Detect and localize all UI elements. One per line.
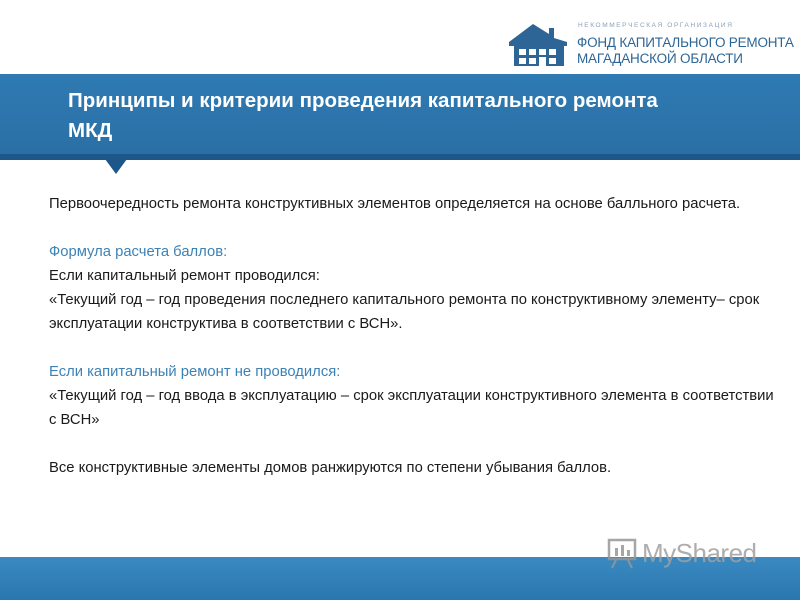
watermark [606,533,757,573]
case2-formula: «Текущий год – год ввода в эксплуатацию – срок эксплуатации конструктивного элемента в соответствии с ВСН» [49,388,774,428]
conclusion-text: Все конструктивные элементы домов ранжируются по степени убывания баллов. [49,460,612,476]
logo-caption: НЕКОММЕРЧЕСКАЯ ОРГАНИЗАЦИЯ [578,22,734,29]
formula-heading: Формула расчета баллов: [49,244,228,260]
case1-label: Если капитальный ремонт проводился: [49,268,320,284]
banner-pointer [105,159,127,174]
slide-body [49,192,779,480]
house-logo-icon [507,18,573,68]
watermark-text: MyShared [642,537,757,568]
logo-title-line2: МАГАДАНСКОЙ ОБЛАСТИ [577,51,743,66]
presentation-icon [606,536,638,570]
page-title: Принципы и критерии проведения капитального ремонта МКД [68,89,658,142]
case1-formula: «Текущий год – год проведения последнего капитального ремонта по конструктивному элементу– срок эксплуатации конструктива в соответствии с ВСН». [49,292,760,332]
case2-label: Если капитальный ремонт не проводился: [49,364,341,380]
organization-logo [507,18,794,70]
logo-title-line1: ФОНД КАПИТАЛЬНОГО РЕМОНТА [577,35,794,50]
intro-text: Первоочередность ремонта конструктивных элементов определяется на основе балльного расчета. [49,196,741,212]
